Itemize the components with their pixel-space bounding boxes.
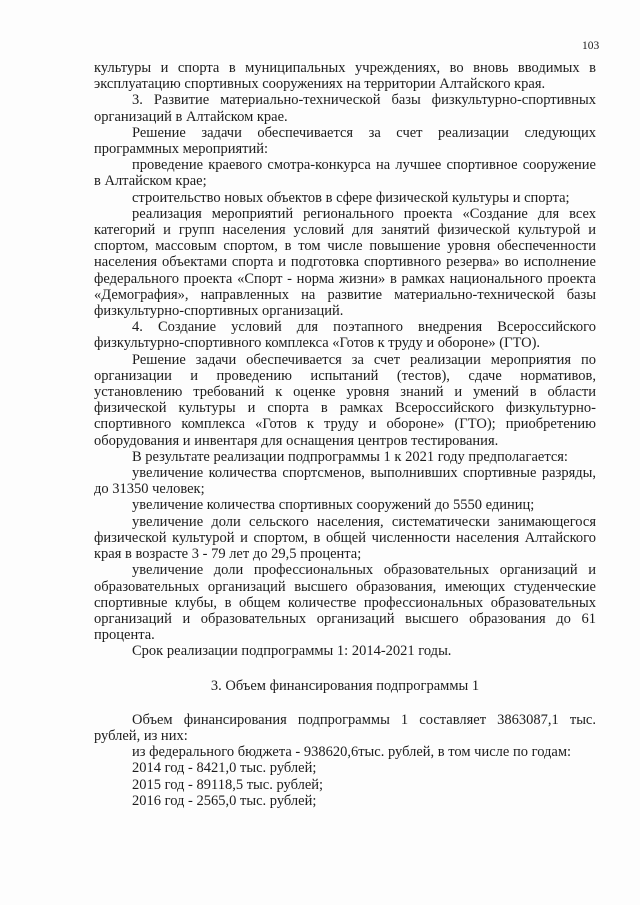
paragraph: В результате реализации подпрограммы 1 к 2021 году предполагается: (132, 448, 568, 465)
page-number: 103 (582, 40, 600, 52)
paragraph: 2014 год - 8421,0 тыс. рублей; (132, 760, 317, 777)
paragraph: увеличение количества спортсменов, выполнивших спортивные разряды, до 31350 человек; (94, 465, 596, 498)
paragraph: Срок реализации подпрограммы 1: 2014-2021 годы. (132, 643, 452, 660)
paragraph: увеличение количества спортивных сооружений до 5550 единиц; (132, 497, 535, 514)
paragraph: культуры и спорта в муниципальных учреждениях, во вновь вводимых в эксплуатацию спортивных сооружениях на территории Алтайского края. (94, 60, 596, 93)
paragraph: Решение задачи обеспечивается за счет реализации мероприятия по организации и проведению испытаний (тестов), сдаче нормативов, установлению требований к оценке уровня знаний и умений в области физической культуры и спорта в рамках Всероссийского физкультурно-спортивного комплекса «Готов к труду и обороне» (ГТО); приобретению оборудования и инвентаря для оснащения центров тестирования. (94, 351, 596, 449)
paragraph: из федерального бюджета - 938620,6тыс. рублей, в том числе по годам: (132, 744, 572, 761)
spacer (94, 694, 596, 712)
paragraph: увеличение доли сельского населения, систематически занимающегося физической культурой и спортом, в общей численности населения Алтайского края в возрасте 3 - 79 лет до 29,5 процента; (94, 513, 596, 563)
paragraph: реализация мероприятий регионального проекта «Создание для всех категорий и групп населения условий для занятий физической культурой и спортом, массовым спортом, в том числе повышение уровня обеспеченности населения объектами спорта и подготовка спортивного резерва» во исполнение федерального проекта «Спорт - норма жизни» в рамках национального проекта «Демография», направленных на развитие материально-технической базы физкультурно-спортивных организаций. (94, 205, 596, 320)
paragraph: 2016 год - 2565,0 тыс. рублей; (132, 792, 317, 809)
paragraph: проведение краевого смотра-конкурса на лучшее спортивное сооружение в Алтайском крае; (94, 157, 596, 190)
paragraph: 4. Создание условий для поэтапного внедрения Всероссийского физкультурно-спортивного комплекса «Готов к труду и обороне» (ГТО). (94, 319, 596, 352)
paragraph: Решение задачи обеспечивается за счет реализации следующих программных мероприятий: (94, 124, 596, 158)
spacer (94, 660, 596, 678)
paragraph: 2015 год - 89118,5 тыс. рублей; (132, 776, 324, 793)
paragraph: строительство новых объектов в сфере физической культуры и спорта; (132, 189, 570, 206)
document-body (94, 60, 596, 809)
paragraphs-top (94, 60, 596, 660)
paragraphs-bottom (94, 712, 596, 809)
paragraph: увеличение доли профессиональных образовательных организаций и образовательных организаций высшего образования, имеющих студенческие спортивные клубы, в общем количестве профессиональных образовательных организаций и образовательных организаций высшего образования до 61 процента. (94, 562, 596, 644)
paragraph: Объем финансирования подпрограммы 1 составляет 3863087,1 тыс. рублей, из них: (94, 711, 596, 744)
section-heading: 3. Объем финансирования подпрограммы 1 (210, 677, 480, 694)
paragraph: 3. Развитие материально-технической базы физкультурно-спортивных организаций в Алтайском крае. (94, 92, 596, 125)
